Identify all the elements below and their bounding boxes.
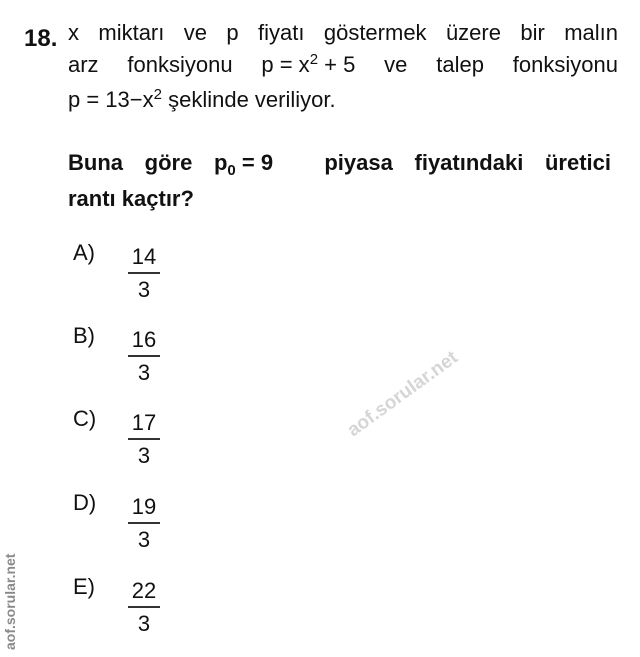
- supply-equation: [261, 52, 355, 78]
- fraction-bar: [128, 606, 160, 608]
- denominator: 3: [137, 610, 151, 636]
- word: Buna: [68, 150, 123, 175]
- word: fiyatı: [258, 20, 305, 45]
- exponent: 2: [153, 86, 162, 103]
- word: x: [68, 20, 79, 45]
- exponent: 2: [309, 51, 319, 68]
- watermark-center: aof.sorular.net: [343, 347, 462, 442]
- word: üzere: [445, 20, 501, 45]
- fraction: [128, 494, 160, 553]
- word: bir: [520, 20, 545, 45]
- option-label: D): [73, 490, 97, 515]
- word: göstermek: [323, 20, 427, 45]
- question-prompt-line-1: [68, 150, 611, 179]
- word: fonksiyonu: [127, 52, 233, 77]
- question-text-line-3: [68, 87, 336, 113]
- equation-part: + 5: [318, 52, 356, 77]
- equation-part: p: [213, 150, 228, 175]
- word: fonksiyonu: [512, 52, 618, 77]
- option-label: A): [73, 240, 95, 265]
- text: şeklinde veriliyor.: [161, 87, 336, 112]
- equation-part: p = x: [261, 52, 310, 77]
- word: p: [226, 20, 239, 45]
- word: göre: [144, 150, 193, 175]
- word: arz: [68, 52, 99, 77]
- numerator: 22: [131, 578, 157, 603]
- subscript: 0: [227, 162, 236, 179]
- watermark-side: aof.sorular.net: [2, 553, 18, 650]
- equation-part: p = 13−x: [68, 87, 154, 112]
- fraction: [128, 578, 160, 637]
- denominator: 3: [137, 442, 151, 468]
- fraction-bar: [128, 355, 160, 357]
- denominator: 3: [137, 526, 151, 552]
- option-label: B): [73, 323, 95, 348]
- question-number: 18.: [24, 25, 58, 52]
- option-label: E): [73, 574, 95, 599]
- fraction-bar: [128, 272, 160, 274]
- question-text-line-2: [68, 52, 618, 78]
- demand-equation: [68, 87, 162, 112]
- word: miktarı: [98, 20, 165, 45]
- word: ve: [384, 52, 408, 77]
- numerator: 14: [131, 244, 157, 269]
- price-equation: [213, 150, 274, 179]
- numerator: 16: [131, 327, 157, 352]
- word: talep: [436, 52, 484, 77]
- word: ve: [183, 20, 207, 45]
- denominator: 3: [137, 359, 151, 385]
- question-prompt-line-2: rantı kaçtır?: [68, 186, 194, 211]
- word: malın: [564, 20, 618, 45]
- question-text-line-1: [68, 20, 618, 46]
- fraction-bar: [128, 522, 160, 524]
- word: piyasa: [324, 150, 393, 175]
- word: fiyatındaki: [414, 150, 524, 175]
- option-label: C): [73, 406, 97, 431]
- fraction: [128, 244, 160, 303]
- numerator: 17: [131, 410, 157, 435]
- equation-part: = 9: [235, 150, 274, 175]
- word: üretici: [544, 150, 611, 175]
- denominator: 3: [137, 276, 151, 302]
- fraction: [128, 327, 160, 386]
- numerator: 19: [131, 494, 157, 519]
- fraction-bar: [128, 438, 160, 440]
- fraction: [128, 410, 160, 469]
